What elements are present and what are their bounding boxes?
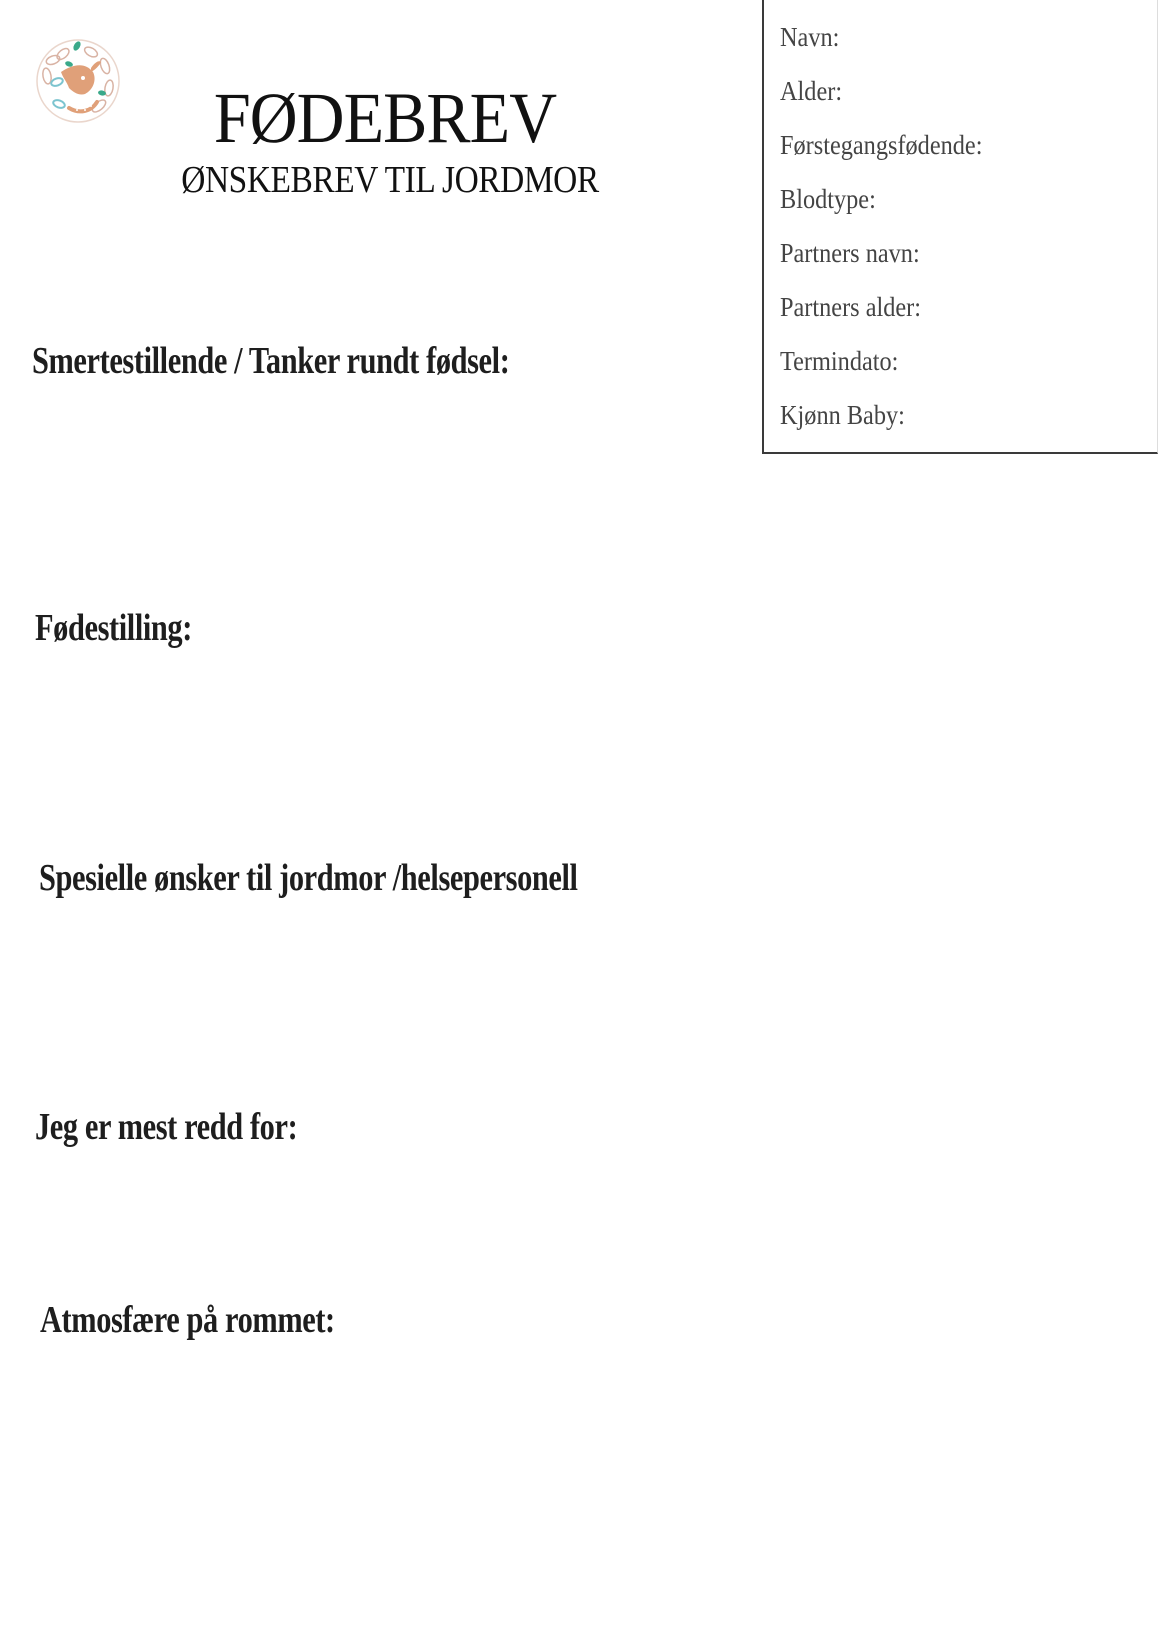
info-field-termindato[interactable] <box>780 346 898 376</box>
info-field-alder[interactable] <box>780 76 842 106</box>
section-heading-fodestilling: Fødestilling: <box>35 607 192 649</box>
info-field-blodtype[interactable] <box>780 184 876 214</box>
personal-info-box <box>762 0 1158 454</box>
section-heading-mest-redd: Jeg er mest redd for: <box>35 1106 298 1148</box>
document-subtitle: ØNSKEBREV TIL JORDMOR <box>181 159 599 201</box>
info-label: Alder: <box>780 76 843 106</box>
info-field-partners-navn[interactable] <box>780 238 920 268</box>
section-answer-mest-redd[interactable] <box>30 1160 1130 1290</box>
info-label: Navn: <box>780 22 840 52</box>
info-field-partners-alder[interactable] <box>780 292 921 322</box>
document-title: FØDEBREV <box>213 78 557 158</box>
info-field-forstegangsfodende[interactable] <box>780 130 982 160</box>
section-heading-smertestillende: Smertestillende / Tanker rundt fødsel: <box>32 340 510 382</box>
section-answer-spesielle-onsker[interactable] <box>30 910 1130 1090</box>
section-heading-atmosfaere: Atmosfære på rommet: <box>40 1299 335 1341</box>
section-answer-smertestillende[interactable] <box>30 395 1130 585</box>
section-answer-atmosfaere[interactable] <box>30 1350 1130 1610</box>
info-field-navn[interactable] <box>780 22 839 52</box>
info-label: Partners navn: <box>780 238 920 268</box>
info-label: Blodtype: <box>780 184 876 214</box>
info-label: Partners alder: <box>780 292 922 322</box>
info-label: Kjønn Baby: <box>780 400 905 430</box>
section-answer-fodestilling[interactable] <box>30 660 1130 840</box>
info-label: Termindato: <box>780 346 899 376</box>
info-label: Førstegangsfødende: <box>780 130 983 160</box>
section-heading-spesielle-onsker: Spesielle ønsker til jordmor /helsepersonell <box>39 857 578 899</box>
